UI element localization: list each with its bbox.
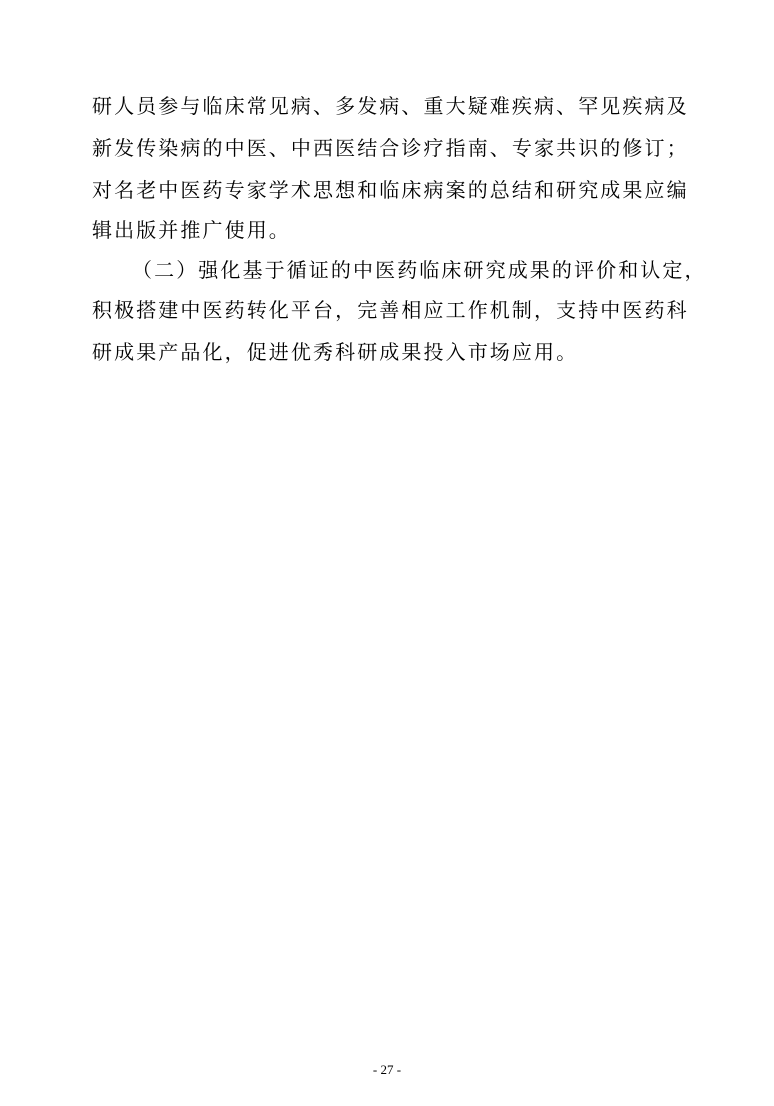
paragraph-2-line-1: （二）强化基于循证的中医药临床研究成果的评价和认定， bbox=[132, 258, 707, 282]
paragraph-1-line-3: 对名老中医药专家学术思想和临床病案的总结和研究成果应编 bbox=[92, 178, 689, 202]
paragraph-2-line-3: 研成果产品化，促进优秀科研成果投入市场应用。 bbox=[92, 340, 579, 364]
paragraph-1-line-1: 研人员参与临床常见病、多发病、重大疑难疾病、罕见疾病及 bbox=[92, 94, 689, 118]
paragraph-1-line-4: 辑出版并推广使用。 bbox=[92, 218, 291, 242]
paragraph-2-line-2: 积极搭建中医药转化平台，完善相应工作机制，支持中医药科 bbox=[92, 298, 689, 322]
page-number: - 27 - bbox=[372, 1062, 402, 1077]
paragraph-1-line-2: 新发传染病的中医、中西医结合诊疗指南、专家共识的修订； bbox=[92, 136, 689, 160]
